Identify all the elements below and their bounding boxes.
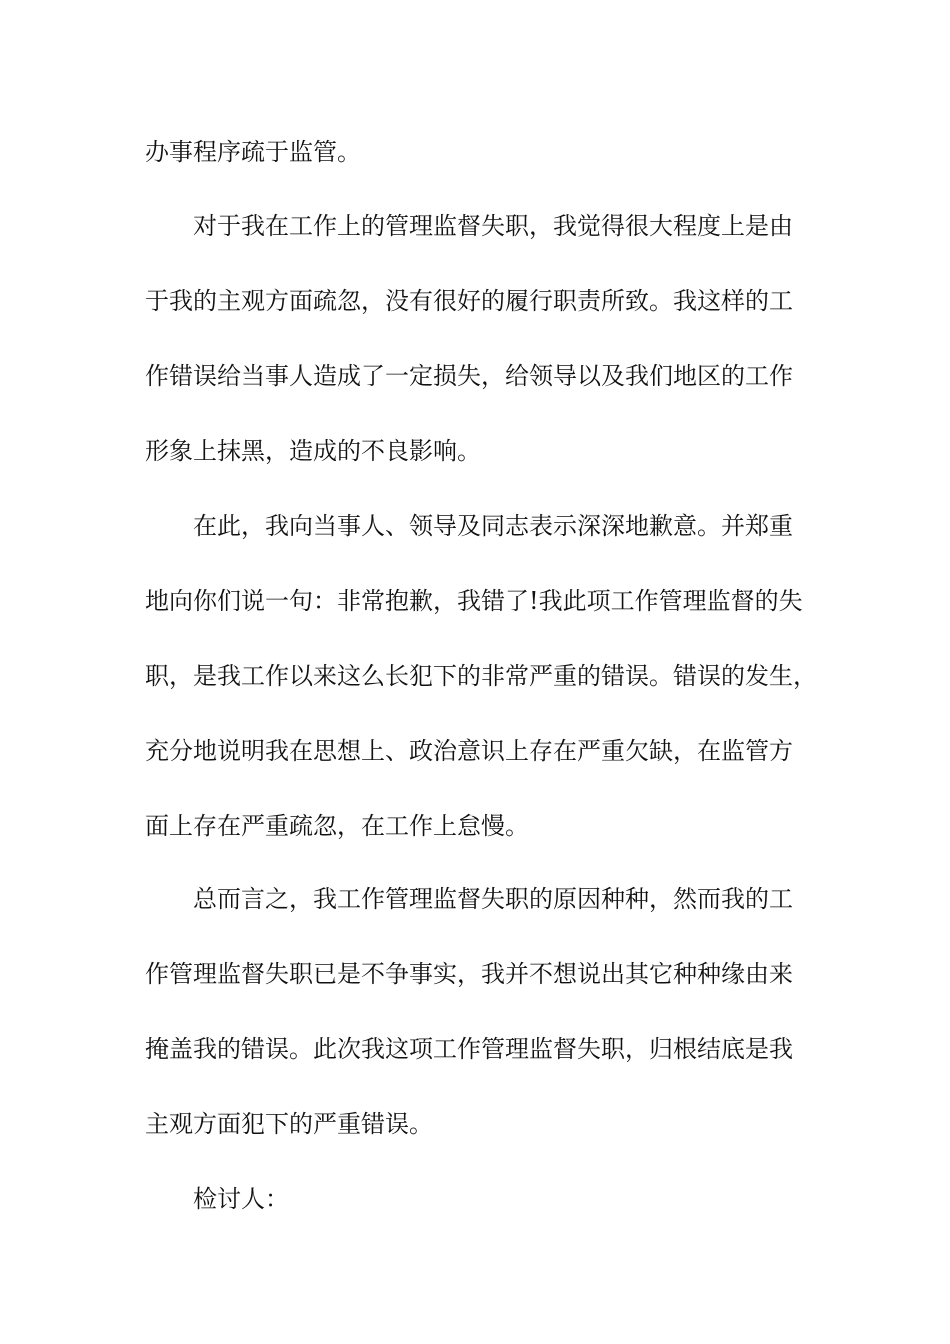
signature-label: 检讨人： xyxy=(193,1185,289,1213)
text-line: 掩盖我的错误。此次我这项工作管理监督失职，归根结底是我 xyxy=(145,1035,793,1063)
text-line: 作错误给当事人造成了一定损失，给领导以及我们地区的工作 xyxy=(145,362,793,390)
text-line: 面上存在严重疏忽，在工作上怠慢。 xyxy=(145,812,529,840)
text-line: 主观方面犯下的严重错误。 xyxy=(145,1110,433,1138)
paragraph-first-line: 对于我在工作上的管理监督失职，我觉得很大程度上是由 xyxy=(193,212,793,240)
text-line: 充分地说明我在思想上、政治意识上存在严重欠缺，在监管方 xyxy=(145,737,793,765)
text-line: 于我的主观方面疏忽，没有很好的履行职责所致。我这样的工 xyxy=(145,287,793,315)
paragraph-first-line: 在此，我向当事人、领导及同志表示深深地歉意。并郑重 xyxy=(193,512,793,540)
text-line: 作管理监督失职已是不争事实，我并不想说出其它种种缘由来 xyxy=(145,960,793,988)
text-line: 地向你们说一句：非常抱歉，我错了!我此项工作管理监督的失 xyxy=(145,587,803,615)
text-line: 职，是我工作以来这么长犯下的非常严重的错误。错误的发生， xyxy=(145,662,817,690)
text-line: 形象上抹黑，造成的不良影响。 xyxy=(145,437,481,465)
text-line: 办事程序疏于监管。 xyxy=(145,138,361,166)
paragraph-first-line: 总而言之，我工作管理监督失职的原因种种，然而我的工 xyxy=(193,885,793,913)
